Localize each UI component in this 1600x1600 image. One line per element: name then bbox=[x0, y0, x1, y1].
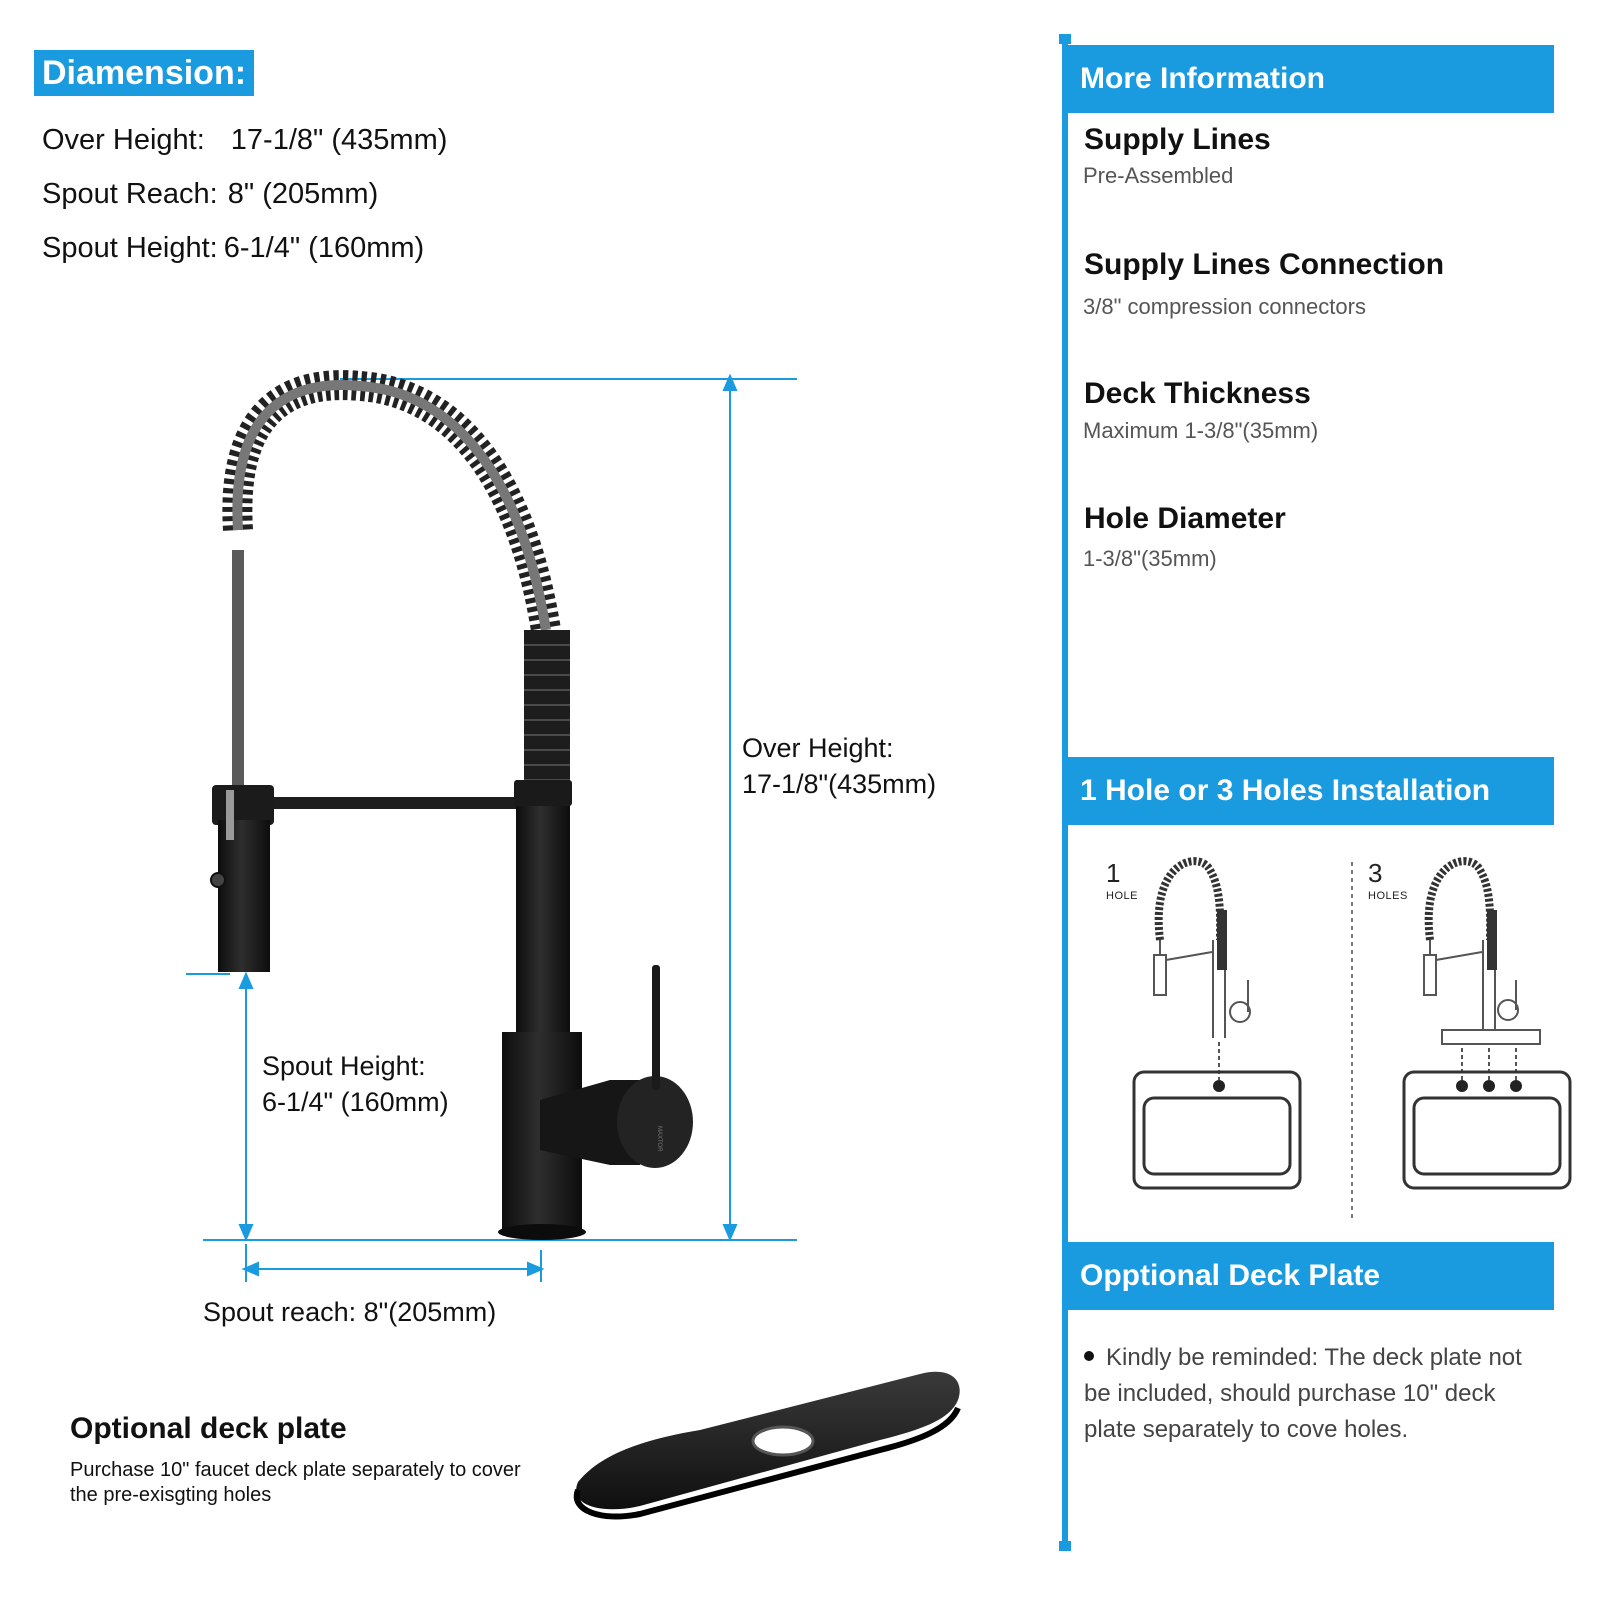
info-title-supply-lines: Supply Lines bbox=[1084, 123, 1271, 156]
callout-value: 6-1/4" (160mm) bbox=[262, 1087, 449, 1117]
installation-banner: 1 Hole or 3 Holes Installation bbox=[1068, 757, 1554, 825]
holder-arm bbox=[268, 797, 528, 809]
bullet-icon bbox=[1084, 1351, 1094, 1361]
deck-plate-image bbox=[576, 1372, 960, 1517]
spec-label: Over Height: bbox=[42, 124, 205, 156]
divider-cap bbox=[1059, 1541, 1071, 1551]
info-value-connection: 3/8" compression connectors bbox=[1083, 294, 1366, 319]
deck-plate-note bbox=[1084, 1340, 1544, 1448]
faucet-column bbox=[516, 780, 570, 1040]
arrow-head bbox=[528, 1263, 542, 1275]
spring-coil bbox=[237, 385, 546, 630]
over-height-callout bbox=[742, 730, 936, 802]
spout-height-callout bbox=[262, 1048, 449, 1120]
info-title-connection: Supply Lines Connection bbox=[1084, 248, 1445, 281]
spec-label: Spout Reach: bbox=[42, 178, 218, 210]
spec-value: 8" (205mm) bbox=[227, 178, 379, 210]
arrow-head bbox=[240, 974, 252, 988]
optional-deck-description: Purchase 10" faucet deck plate separately to cover the pre-exisgting holes bbox=[70, 1459, 521, 1506]
dimension-lines bbox=[186, 376, 797, 1282]
spec-value: 6-1/4" (160mm) bbox=[223, 232, 425, 264]
spec-value: 17-1/8" (435mm) bbox=[230, 124, 448, 156]
info-value-hole-diameter: 1-3/8"(35mm) bbox=[1083, 546, 1217, 571]
sprayer-button bbox=[211, 873, 225, 887]
deck-plate-banner: Opptional Deck Plate bbox=[1068, 1242, 1554, 1310]
info-title-hole-diameter: Hole Diameter bbox=[1084, 502, 1286, 535]
faucet-base bbox=[498, 1224, 586, 1240]
sprayer-head bbox=[218, 820, 270, 972]
divider-cap bbox=[1059, 34, 1071, 44]
info-value-supply-lines: Pre-Assembled bbox=[1083, 163, 1234, 188]
note-text: Kindly be reminded: The deck plate not be included, should purchase 10" deck plate separately to cove holes. bbox=[1084, 1344, 1522, 1443]
install-1-unit: HOLE bbox=[1106, 890, 1138, 902]
spec-label: Spout Height: bbox=[42, 232, 218, 264]
dimension-title: Diamension: bbox=[34, 50, 254, 96]
install-1-hole bbox=[1134, 861, 1300, 1188]
install-3-number: 3 bbox=[1368, 858, 1383, 888]
sprayer-collar bbox=[212, 785, 274, 825]
arrow-head bbox=[240, 1225, 252, 1239]
info-title-deck-thickness: Deck Thickness bbox=[1084, 377, 1311, 410]
column-collar bbox=[514, 780, 572, 806]
spout-reach-callout: Spout reach: 8"(205mm) bbox=[203, 1297, 497, 1327]
callout-value: 17-1/8"(435mm) bbox=[742, 769, 937, 799]
info-value-deck-thickness: Maximum 1-3/8"(35mm) bbox=[1083, 418, 1319, 443]
plate-hole bbox=[753, 1427, 813, 1455]
install-1-number: 1 bbox=[1106, 858, 1121, 888]
install-3-holes bbox=[1404, 861, 1570, 1188]
more-info-banner: More Information bbox=[1068, 45, 1554, 113]
brand-mark: MAXTOR bbox=[656, 1126, 662, 1152]
sprayer-highlight bbox=[226, 790, 234, 840]
callout-label: Over Height: bbox=[742, 733, 894, 763]
arrow-head bbox=[724, 1225, 736, 1239]
callout-label: Spout Height: bbox=[262, 1051, 426, 1081]
optional-deck-title: Optional deck plate bbox=[70, 1412, 347, 1445]
install-3-unit: HOLES bbox=[1368, 890, 1408, 902]
handle-lever bbox=[652, 965, 660, 1090]
